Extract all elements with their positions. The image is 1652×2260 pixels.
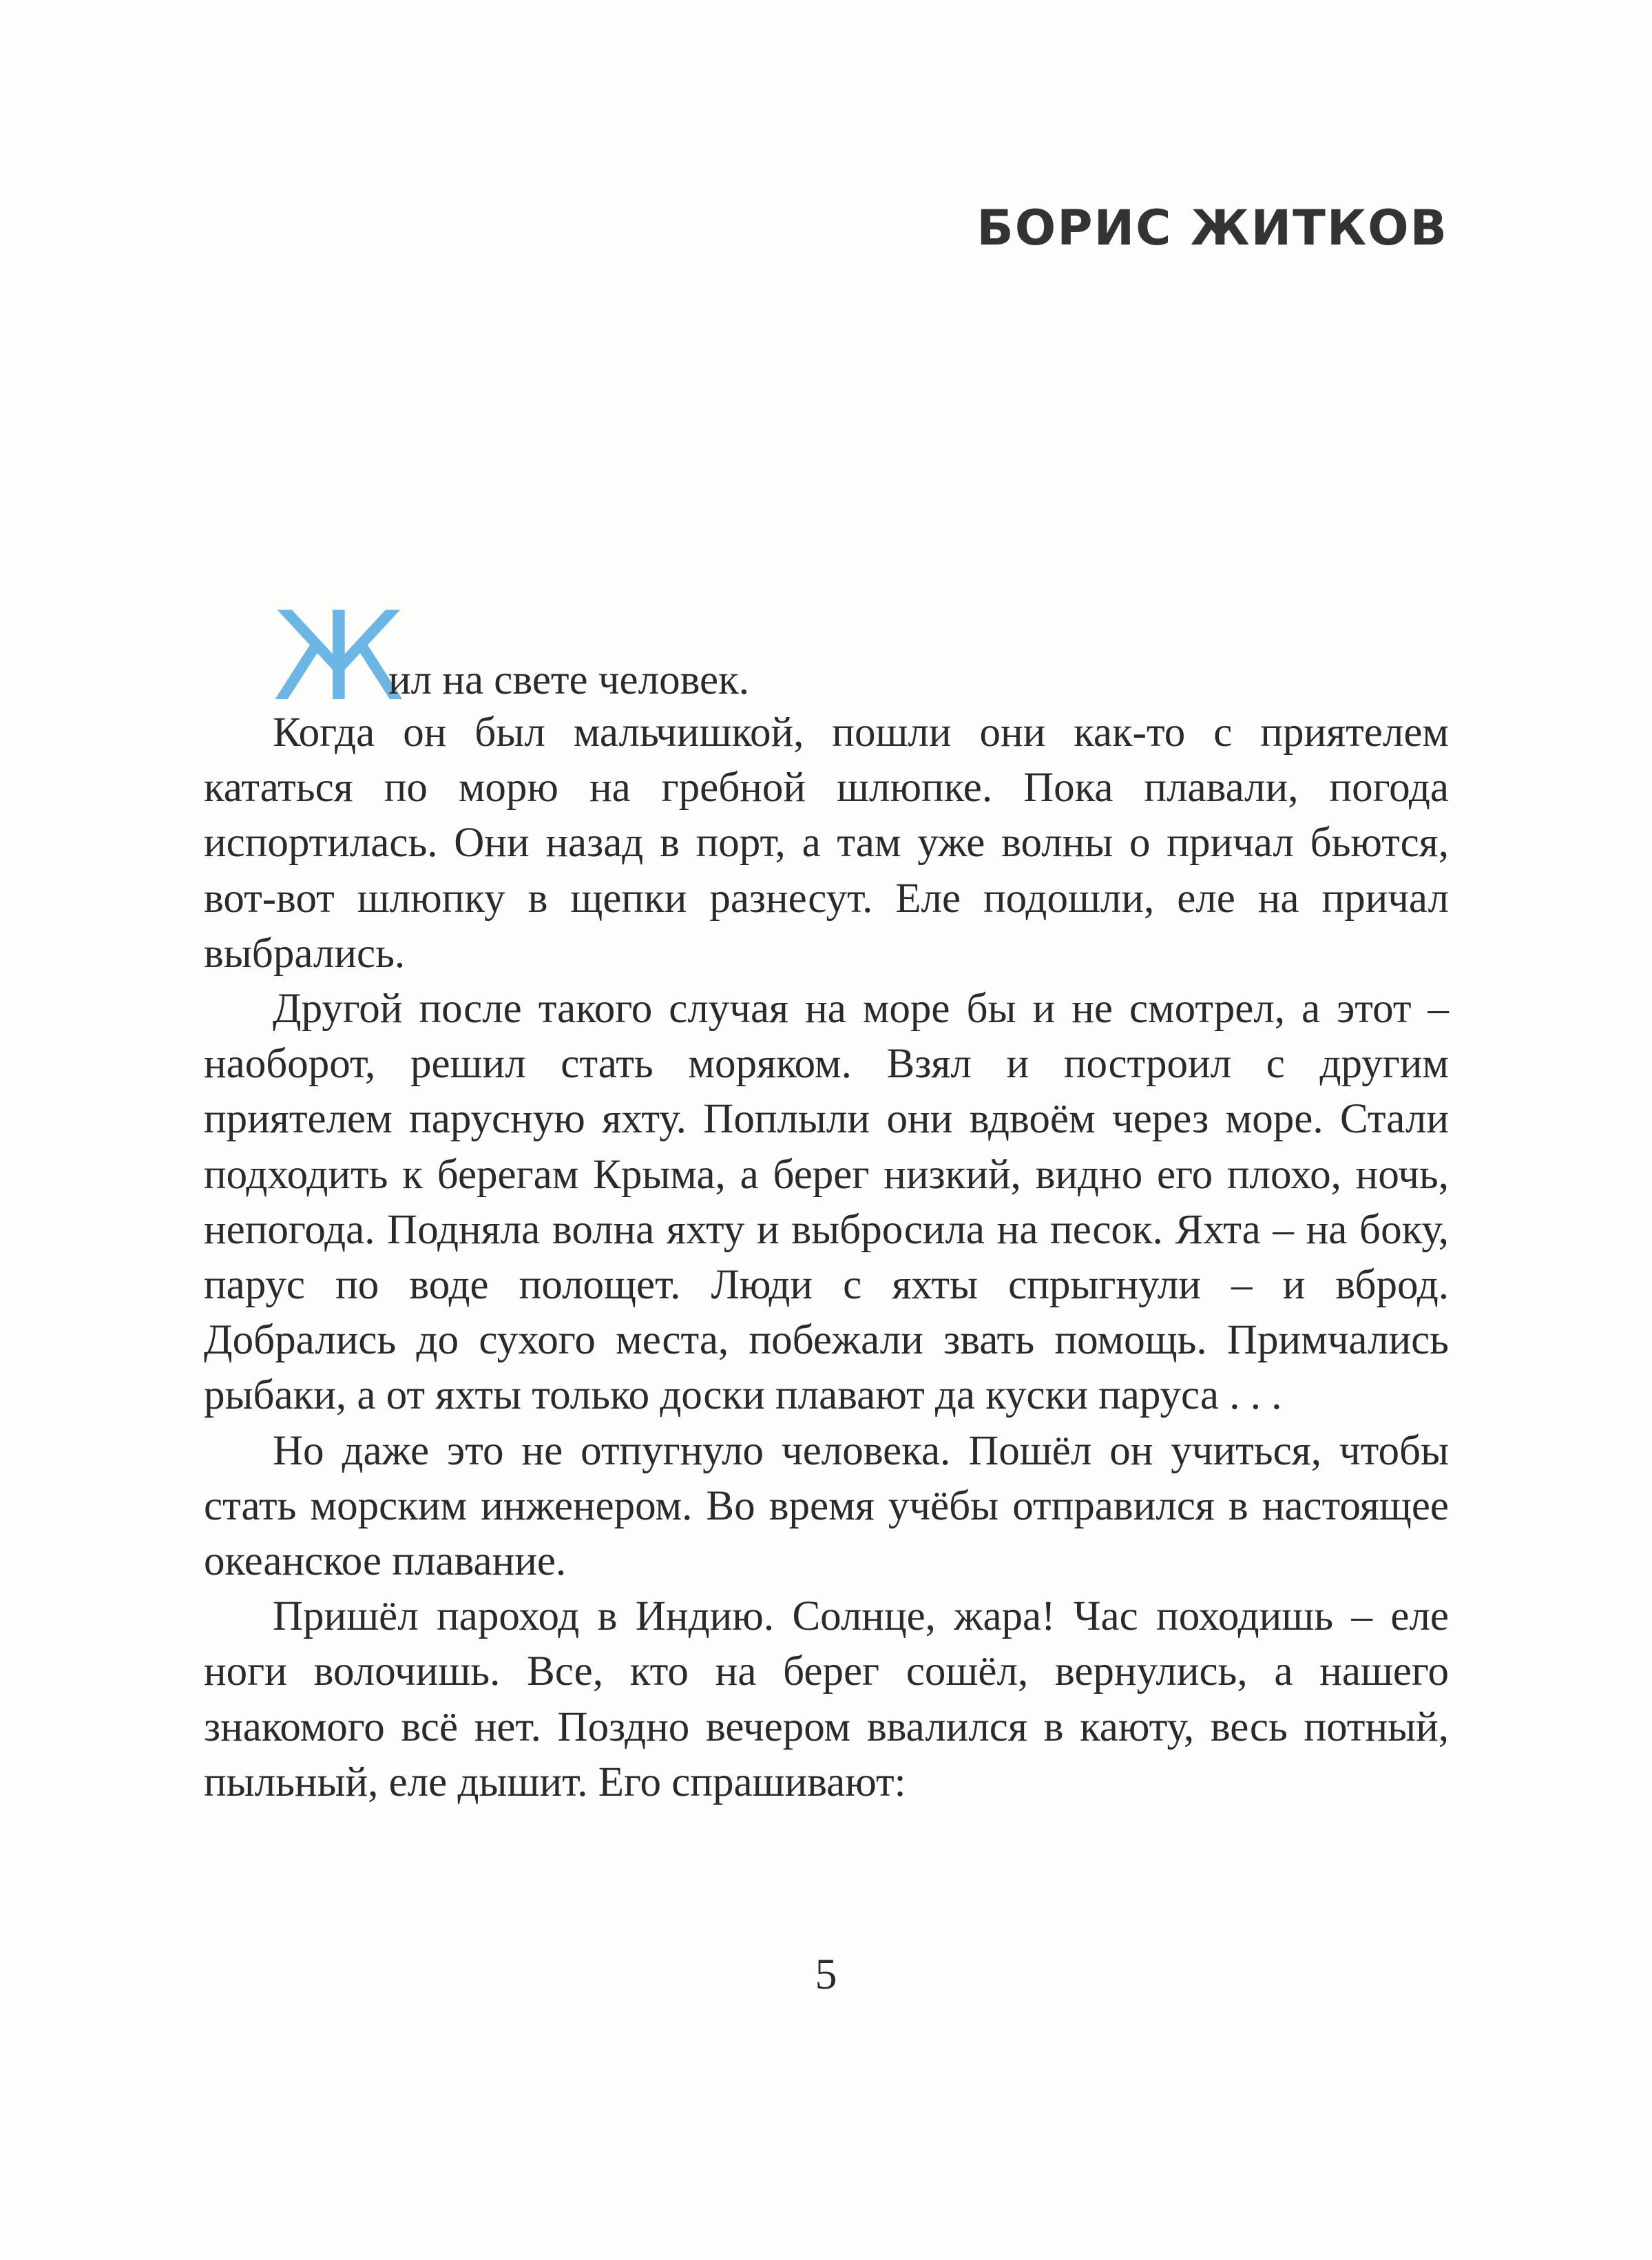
paragraph-3: Но даже это не отпугнуло человека. Пошёл он учиться, чтобы стать морским инженером. Во время учёбы отправился в настоящее океанское плавание. bbox=[204, 1427, 1449, 1585]
opening-line bbox=[204, 585, 1449, 728]
opening-line-text: ил на свете человек. bbox=[388, 657, 749, 703]
page-number: 5 bbox=[815, 1949, 837, 1998]
paragraph-1: Когда он был мальчишкой, пошли они как-то с приятелем кататься по морю на гребной шлюпке. Пока плавали, погода испортилась. Они назад в порт, а там уже волны о причал бьются, вот-вот шлюпку в щепки разнесут. Еле подошли, еле на причал выбрались. bbox=[204, 709, 1449, 977]
story-text bbox=[204, 585, 1449, 1810]
paragraph-2: Другой после такого случая на море бы и не смотрел, а этот – наоборот, решил стать моряком. Взял и построил с другим приятелем парусную яхту. Поплыли они вдвоём через море. Стали подходить к берегам Крыма, а берег низкий, видно его плохо, ночь, непогода. Подняла волна яхту и выбросила на песок. Яхта – на боку, парус по воде полощет. Люди с яхты спрыгнули – и вброд. Добрались до сухого места, побежали звать помощь. Примчались рыбаки, а от яхты только доски плавают да куски паруса . . . bbox=[204, 986, 1449, 1419]
paragraph-4: Пришёл пароход в Индию. Солнце, жара! Час походишь – еле ноги волочишь. Все, кто на берег сошёл, вернулись, а нашего знакомого всё нет. Поздно вечером ввалился в каюту, весь потный, пыльный, еле дышит. Его спрашивают: bbox=[204, 1593, 1449, 1805]
drop-cap: Ж bbox=[273, 585, 405, 728]
author-name: БОРИС ЖИТКОВ bbox=[976, 200, 1448, 256]
